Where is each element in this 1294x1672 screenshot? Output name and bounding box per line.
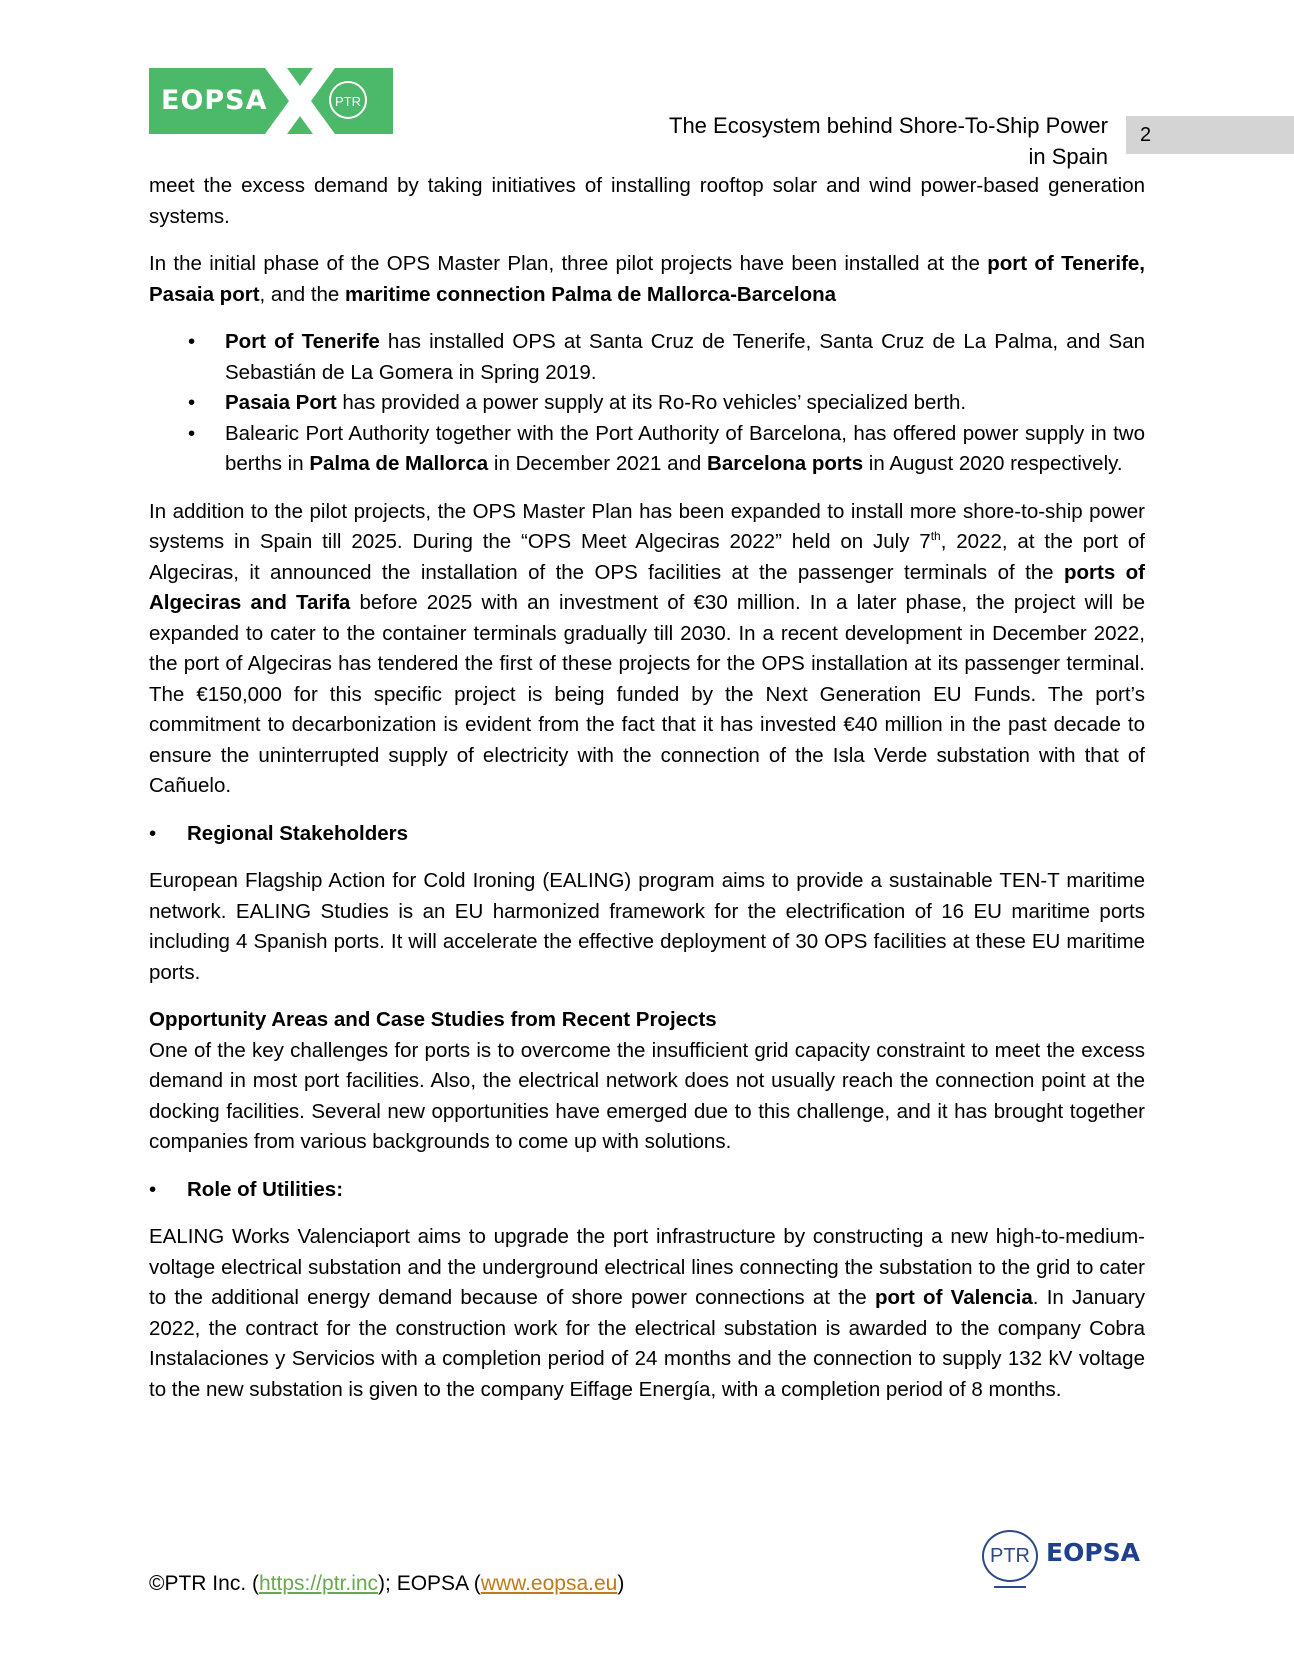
eopsa-logo [149,68,393,134]
list-item: • Balearic Port Authority together with the Port Authority of Barcelona, has offered power supply in two berths in Palma de Mallorca in December 2021 and Barcelona ports in August 2020 respectively. [225,419,1145,480]
section-heading-regional-stakeholders: • Regional Stakeholders [149,819,1145,850]
eopsa-footer-logo-text: EOPSA [1046,1538,1141,1567]
eopsa-link[interactable]: www.eopsa.eu [480,1572,618,1595]
paragraph-expansion: In addition to the pilot projects, the OPS Master Plan has been expanded to install more shore-to-ship power systems in Spain till 2025. During the “OPS Meet Algeciras 2022” held on July 7th, 2022, at the port of Algeciras, it announced the installation of the OPS facilities at the passenger terminals of the ports of Algeciras and Tarifa before 2025 with an investment of €30 million. In a later phase, the project will be expanded to cater to the container terminals gradually till 2030. In a recent development in December 2022, the port of Algeciras has tendered the first of these projects for the OPS installation at its passenger terminal. The €150,000 for this specific project is being funded by the Next Generation EU Funds. The port’s commitment to decarbonization is evident from the fact that it has invested €40 million in the past decade to ensure the uninterrupted supply of electricity with the connection of the Isla Verde substation with that of Cañuelo. [149,499,1146,797]
footer-logo-line [994,1586,1026,1588]
document-body [149,171,1145,1422]
footer-copyright: ©PTR Inc. (https://ptr.inc); EOPSA (www.eopsa.eu) [149,1572,625,1595]
list-item: • Pasaia Port has provided a power supply at its Ro-Ro vehicles’ specialized berth. [225,388,1145,419]
subheading-opportunity-areas: Opportunity Areas and Case Studies from Recent Projects [149,1008,717,1031]
footer-logo [982,1524,1148,1594]
document-header-title [508,110,1108,172]
ptr-footer-logo-icon: PTR [982,1530,1038,1582]
section-heading-role-of-utilities: • Role of Utilities: [149,1175,1145,1206]
header-title-line2: in Spain [1028,144,1108,169]
header-title-line1: The Ecosystem behind Shore-To-Ship Power [669,113,1108,138]
paragraph: meet the excess demand by taking initiatives of installing rooftop solar and wind power-based generation systems. [149,174,1145,228]
pilot-project-list [149,327,1145,480]
list-item: • Port of Tenerife has installed OPS at Santa Cruz de Tenerife, Santa Cruz de La Palma, and San Sebastián de La Gomera in Spring 2019. [225,327,1145,388]
ptr-link[interactable]: https://ptr.inc [258,1572,379,1595]
ptr-logo-icon: PTR [329,81,367,119]
paragraph-ealing: European Flagship Action for Cold Ironing (EALING) program aims to provide a sustainable TEN-T maritime network. EALING Studies is an EU harmonized framework for the electrification of 16 EU maritime ports including 4 Spanish ports. It will accelerate the effective deployment of 30 OPS facilities at these EU maritime ports. [149,869,1145,984]
page-number: 2 [1140,124,1152,146]
paragraph-challenges: One of the key challenges for ports is to overcome the insufficient grid capacity constraint to meet the excess demand in most port facilities. Also, the electrical network does not usually reach the connection point at the docking facilities. Several new opportunities have emerged due to this challenge, and it has brought together companies from various backgrounds to come up with solutions. [149,1038,1145,1153]
paragraph-valenciaport: EALING Works Valenciaport aims to upgrade the port infrastructure by constructing a new high-to-medium-voltage electrical substation and the underground electrical lines connecting the substation to the grid to cater to the additional energy demand because of shore power connections at the port of Valencia. In January 2022, the contract for the construction work for the electrical substation is awarded to the company Cobra Instalaciones y Servicios with a completion period of 24 months and the connection to supply 132 kV voltage to the new substation is given to the company Eiffage Energía, with a completion period of 8 months. [149,1225,1145,1401]
logo-text: EOPSA [161,85,268,116]
logo-x-icon [265,68,335,134]
paragraph-pilot-projects: In the initial phase of the OPS Master Plan, three pilot projects have been installed at the port of Tenerife, Pasaia port, and the maritime connection Palma de Mallorca-Barcelona [149,252,1146,306]
page-number-bar [1126,116,1294,154]
